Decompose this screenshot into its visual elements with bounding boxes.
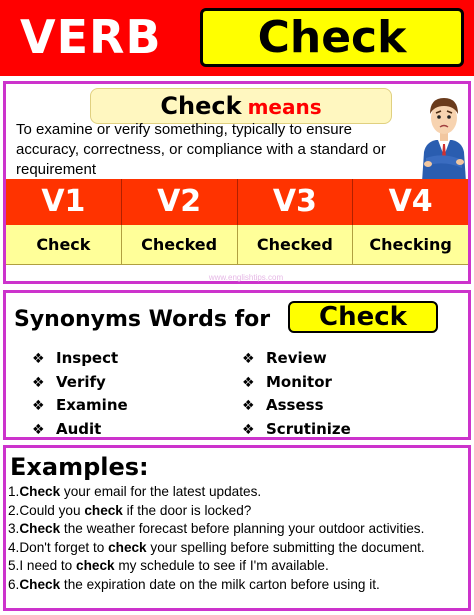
diamond-bullet-icon: ❖ (32, 351, 45, 367)
watermark: www.englishtips.com (208, 273, 284, 282)
examples-list (8, 483, 470, 595)
example-keyword: Check (19, 576, 61, 592)
example-sentence (8, 520, 470, 539)
synonym-text: Monitor (266, 372, 332, 391)
example-suffix: your spelling before submitting the document. (146, 539, 425, 555)
verb-forms-header-row (6, 179, 468, 225)
synonyms-right-column (242, 347, 351, 441)
example-suffix: if the door is locked? (122, 502, 252, 518)
example-sentence (8, 483, 470, 502)
example-keyword: check (76, 558, 115, 574)
synonym-item (32, 394, 128, 418)
synonym-item (242, 371, 351, 395)
synonym-text: Verify (56, 372, 106, 391)
synonym-item (242, 394, 351, 418)
example-sentence (8, 557, 470, 576)
synonym-item (32, 347, 128, 371)
diamond-bullet-icon: ❖ (242, 374, 255, 391)
form-value-v2: Checked (122, 225, 238, 265)
example-sentence (8, 576, 470, 595)
diamond-bullet-icon: ❖ (242, 398, 255, 414)
example-prefix: 6. (8, 576, 20, 592)
diamond-bullet-icon: ❖ (32, 398, 45, 414)
example-prefix: 1. (8, 484, 20, 499)
form-value-v4: Checking (353, 225, 468, 265)
synonym-item (32, 371, 128, 395)
form-label-v4: V4 (353, 179, 468, 225)
diamond-bullet-icon: ❖ (32, 421, 45, 438)
synonym-text: Audit (56, 419, 102, 438)
meaning-section (3, 81, 471, 284)
example-prefix: 2.Could you (8, 502, 85, 518)
synonym-text: Assess (266, 396, 324, 414)
example-prefix: 4.Don't forget to (8, 539, 109, 555)
synonym-item (32, 418, 128, 442)
header-banner (0, 0, 474, 76)
example-keyword: check (84, 502, 123, 518)
synonym-item (242, 347, 351, 371)
example-sentence (8, 502, 470, 521)
verb-forms-table (6, 179, 468, 271)
synonym-text: Examine (56, 396, 128, 414)
example-keyword: Check (19, 521, 61, 537)
example-prefix: 5.I need to (8, 558, 77, 574)
synonym-text: Scrutinize (266, 419, 351, 438)
synonym-text: Review (266, 349, 327, 367)
example-suffix: your email for the latest updates. (60, 484, 262, 499)
diamond-bullet-icon: ❖ (242, 351, 255, 367)
example-keyword: Check (19, 484, 61, 499)
form-value-v1: Check (6, 225, 122, 265)
synonyms-section (3, 290, 471, 440)
synonyms-title: Synonyms Words for (14, 307, 271, 332)
synonym-item (242, 418, 351, 442)
form-label-v2: V2 (122, 179, 238, 225)
example-suffix: my schedule to see if I'm available. (114, 558, 329, 574)
form-label-v1: V1 (6, 179, 122, 225)
confused-person-icon (416, 86, 472, 182)
example-suffix: the weather forecast before planning your outdoor activities. (60, 521, 425, 537)
form-label-v3: V3 (238, 179, 354, 225)
examples-section (3, 445, 471, 611)
synonyms-left-column (32, 347, 128, 441)
means-word: Check (160, 92, 242, 120)
example-keyword: check (108, 539, 147, 555)
example-sentence (8, 539, 470, 558)
header-word: Check (200, 8, 464, 67)
diamond-bullet-icon: ❖ (242, 421, 255, 438)
means-suffix: means (247, 95, 322, 119)
form-value-v3: Checked (238, 225, 354, 265)
synonym-text: Inspect (56, 349, 119, 367)
examples-title: Examples: (10, 453, 149, 481)
means-title (90, 88, 392, 124)
diamond-bullet-icon: ❖ (32, 374, 45, 391)
verb-label: VERB (20, 10, 162, 64)
synonyms-word: Check (288, 301, 438, 333)
example-suffix: the expiration date on the milk carton before using it. (60, 576, 380, 592)
example-prefix: 3. (8, 521, 20, 537)
verb-forms-value-row (6, 225, 468, 265)
definition-text: To examine or verify something, typically to ensure accuracy, correctness, or compliance with a standard or requirement (16, 121, 386, 178)
